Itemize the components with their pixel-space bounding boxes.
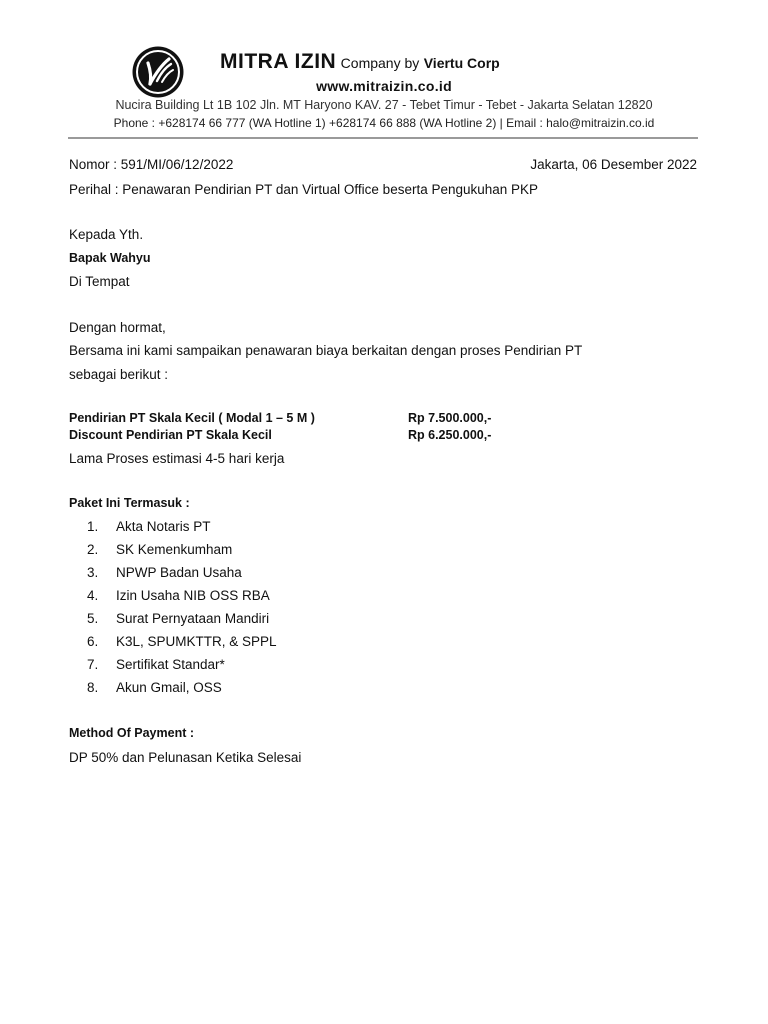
list-item [87, 632, 277, 655]
list-number: 2. [87, 542, 99, 557]
company-by-text: Company by [340, 55, 420, 71]
list-number: 3. [87, 565, 99, 580]
list-text: Akta Notaris PT [116, 519, 211, 534]
list-text: Sertifikat Standar* [116, 657, 225, 672]
payment-method-text: DP 50% dan Pelunasan Ketika Selesai [69, 750, 302, 765]
list-item [87, 609, 277, 632]
list-number: 6. [87, 634, 99, 649]
discount-item-value: Rp 6.250.000,- [408, 428, 492, 442]
company-address: Nucira Building Lt 1B 102 Jln. MT Haryono KAV. 27 - Tebet Timur - Tebet - Jakarta Selatan 12820 [115, 98, 653, 112]
addressee-prefix: Kepada Yth. [69, 227, 144, 242]
package-list [87, 517, 277, 701]
list-text: SK Kemenkumham [116, 542, 233, 557]
list-item [87, 678, 277, 701]
price-item-label: Pendirian PT Skala Kecil ( Modal 1 – 5 M ) [69, 411, 315, 425]
list-text: Surat Pernyataan Mandiri [116, 611, 270, 626]
list-number: 5. [87, 611, 99, 626]
list-text: Akun Gmail, OSS [116, 680, 222, 695]
price-item-value: Rp 7.500.000,- [408, 411, 492, 425]
parent-company: Viertu Corp [423, 55, 500, 71]
list-text: K3L, SPUMKTTR, & SPPL [116, 634, 277, 649]
list-item [87, 655, 277, 678]
header-divider [68, 137, 698, 139]
list-number: 7. [87, 657, 99, 672]
list-text: Izin Usaha NIB OSS RBA [116, 588, 270, 603]
letterhead-title [220, 48, 500, 78]
process-duration: Lama Proses estimasi 4-5 hari kerja [69, 451, 285, 466]
salutation: Dengan hormat, [69, 320, 166, 335]
discount-item-label: Discount Pendirian PT Skala Kecil [69, 428, 272, 442]
intro-line-2: sebagai berikut : [69, 367, 169, 382]
company-contact: Phone : +628174 66 777 (WA Hotline 1) +628174 66 888 (WA Hotline 2) | Email : halo@mitraizin.co.id [113, 116, 655, 130]
recipient-name: Bapak Wahyu [69, 251, 151, 265]
list-text: NPWP Badan Usaha [116, 565, 242, 580]
payment-method-title: Method Of Payment : [69, 726, 195, 740]
brand-name: MITRA IZIN [220, 50, 337, 73]
intro-line-1: Bersama ini kami sampaikan penawaran biaya berkaitan dengan proses Pendirian PT [69, 343, 583, 358]
list-item [87, 563, 277, 586]
list-number: 1. [87, 519, 99, 534]
letter-date: Jakarta, 06 Desember 2022 [530, 157, 697, 172]
letter-subject: Perihal : Penawaran Pendirian PT dan Virtual Office beserta Pengukuhan PKP [69, 182, 539, 197]
list-item [87, 540, 277, 563]
letter-number: Nomor : 591/MI/06/12/2022 [69, 157, 234, 172]
recipient-location: Di Tempat [69, 274, 130, 289]
list-item [87, 586, 277, 609]
list-item [87, 517, 277, 540]
website-link[interactable]: www.mitraizin.co.id [316, 78, 452, 94]
list-number: 8. [87, 680, 99, 695]
list-number: 4. [87, 588, 99, 603]
package-title: Paket Ini Termasuk : [69, 496, 190, 510]
